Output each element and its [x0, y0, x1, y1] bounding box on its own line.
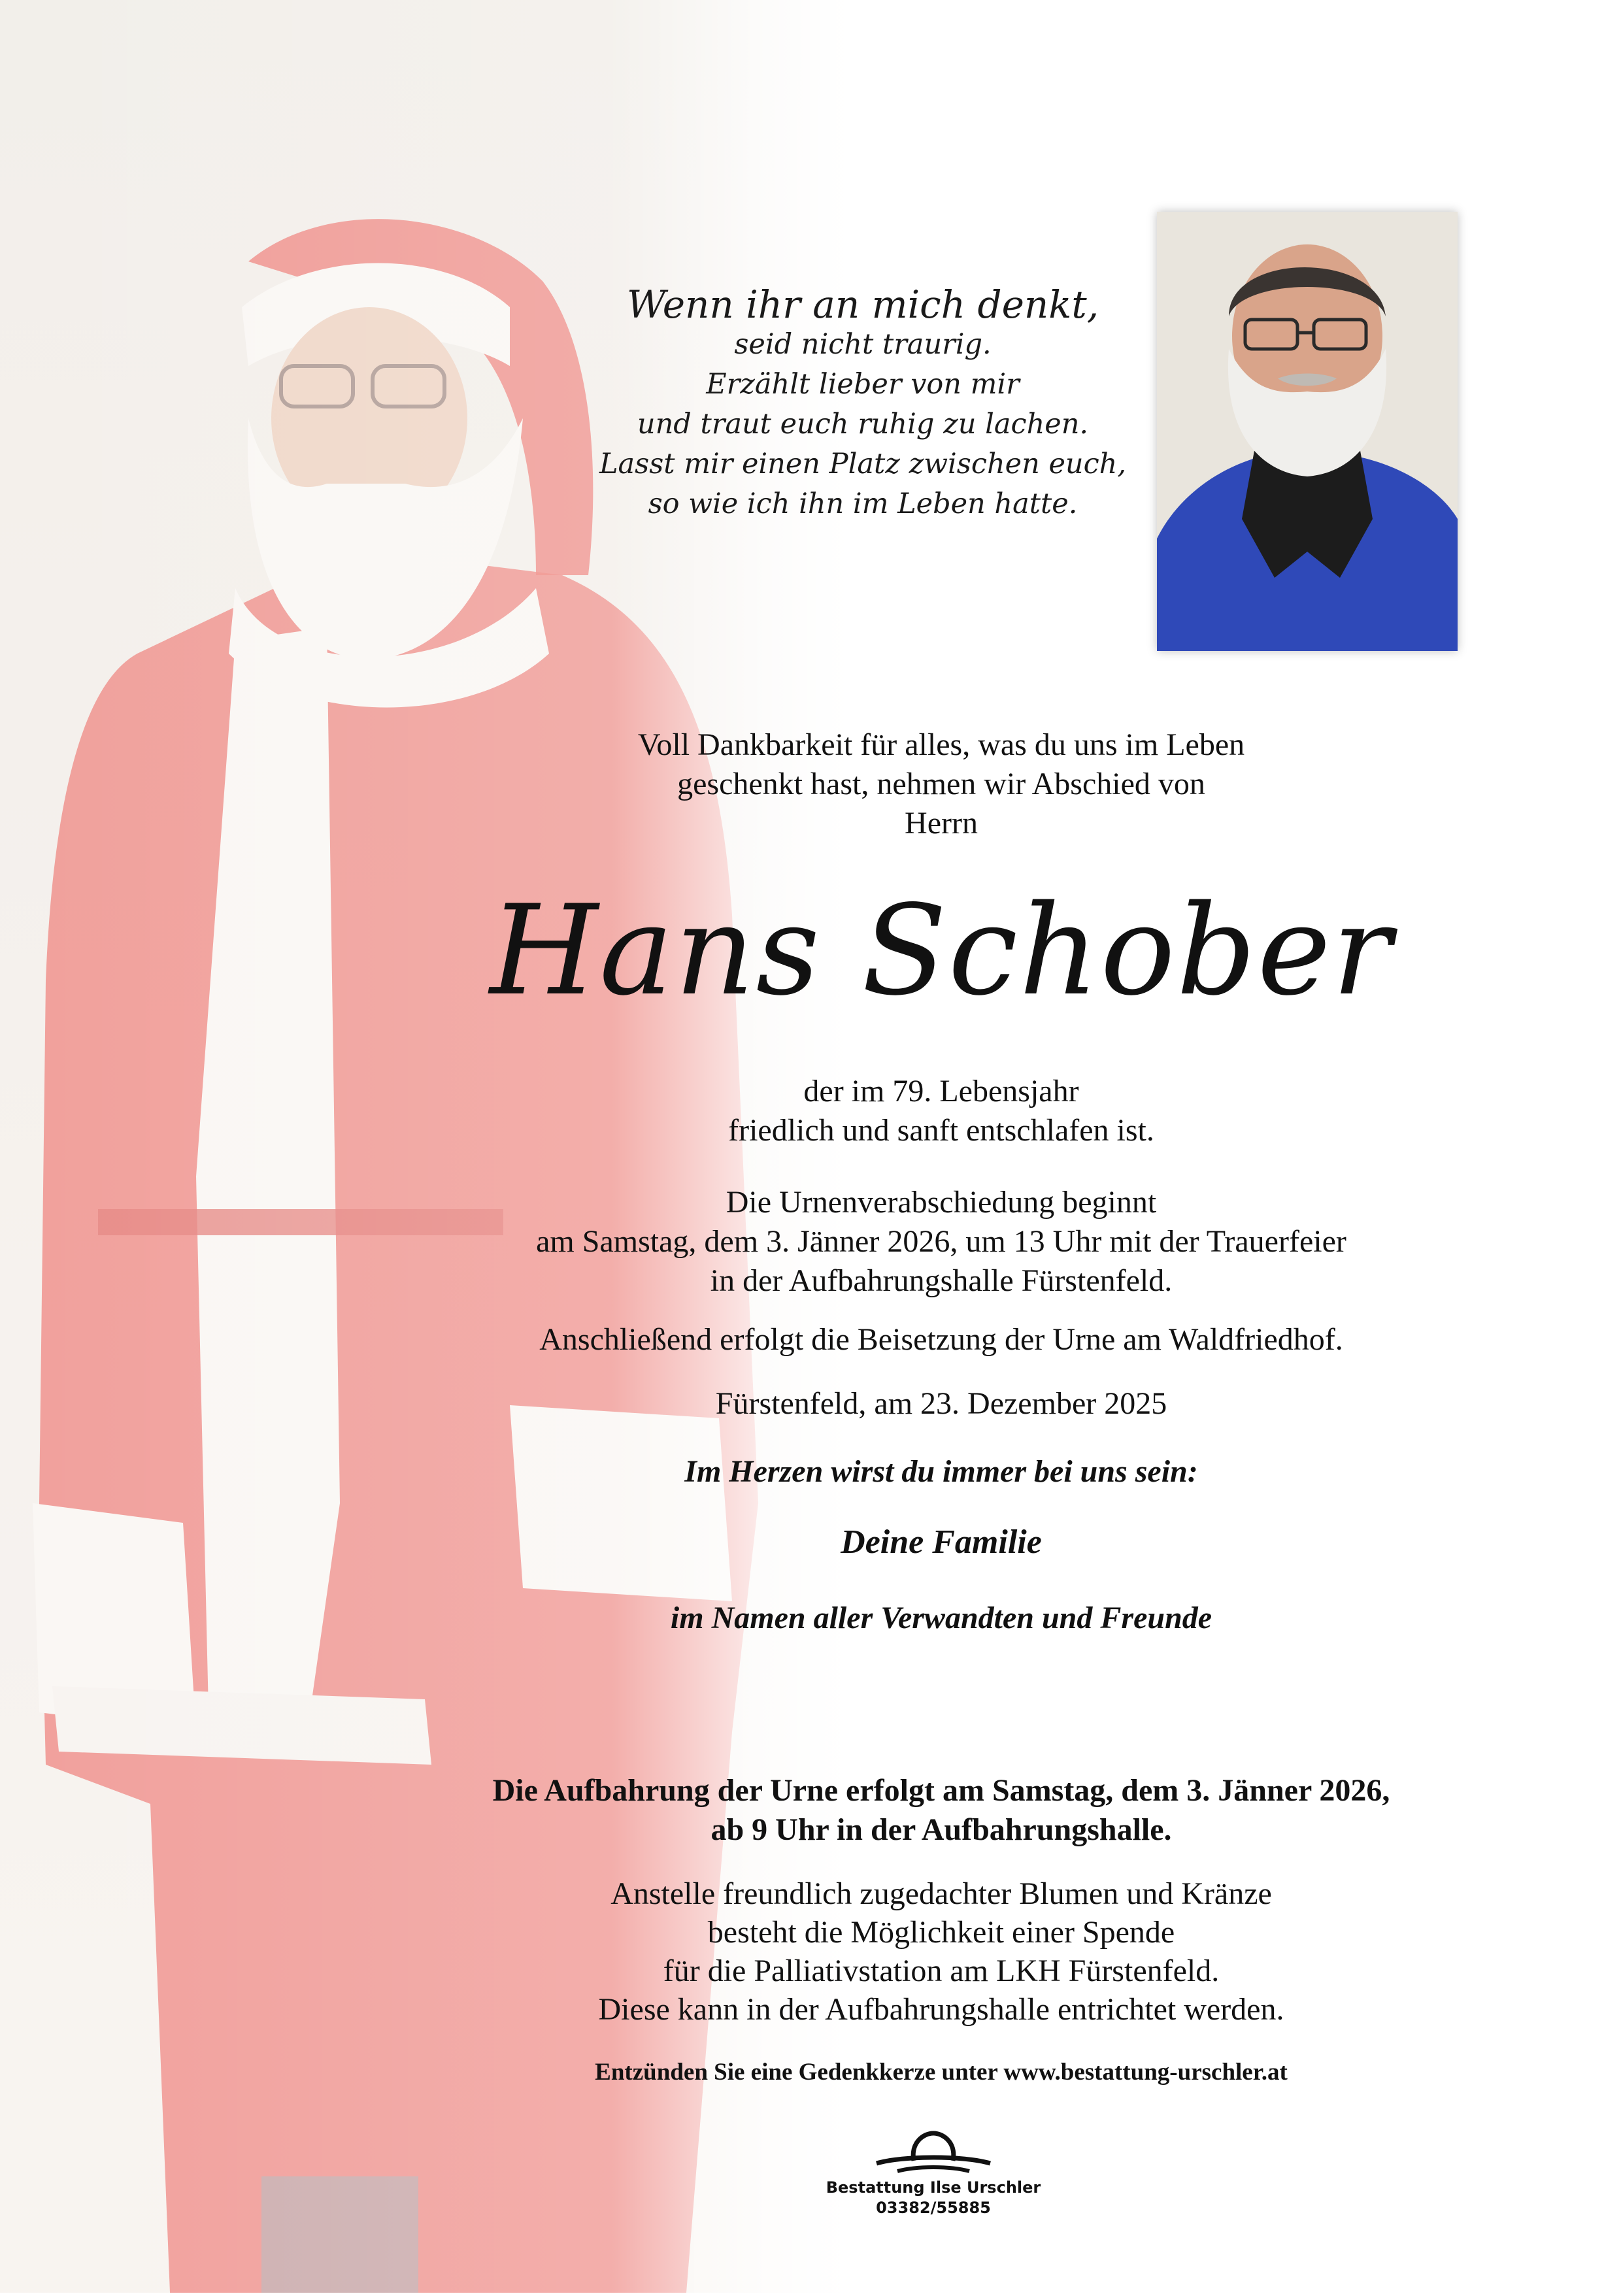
relatives-line: im Namen aller Verwandten und Freunde — [670, 1601, 1212, 1635]
donation-line: Anstelle freundlich zugedachter Blumen und Kränze — [610, 1876, 1272, 1911]
place-and-date: Fürstenfeld, am 23. Dezember 2025 — [715, 1386, 1167, 1421]
ceremony-line: in der Aufbahrungshalle Fürstenfeld. — [710, 1263, 1173, 1298]
poem-line: so wie ich ihn im Leben hatte. — [648, 488, 1078, 520]
burial-note: Anschließend erfolgt die Beisetzung der Urne am Waldfriedhof. — [539, 1322, 1343, 1357]
intro-line: Herrn — [905, 806, 978, 840]
donation-line: Diese kann in der Aufbahrungshalle entrichtet werden. — [598, 1992, 1284, 2027]
heart-line: Im Herzen wirst du immer bei uns sein: — [684, 1454, 1198, 1489]
age-line: der im 79. Lebensjahr — [803, 1074, 1079, 1108]
donation-line: für die Palliativstation am LKH Fürstenfeld. — [663, 1954, 1220, 1988]
funeral-home-logo — [816, 2129, 1051, 2218]
ceremony-line: am Samstag, dem 3. Jänner 2026, um 13 Uhr mit der Trauerfeier — [536, 1224, 1346, 1259]
sunset-logo-icon — [871, 2129, 995, 2175]
poem-line: Wenn ihr an mich denkt, — [626, 282, 1099, 327]
intro-line: Voll Dankbarkeit für alles, was du uns im Leben — [637, 727, 1245, 762]
poem-line: und traut euch ruhig zu lachen. — [637, 408, 1089, 441]
poem-line: Lasst mir einen Platz zwischen euch, — [599, 448, 1127, 480]
viewing-line: ab 9 Uhr in der Aufbahrungshalle. — [710, 1812, 1172, 1847]
viewing-line: Die Aufbahrung der Urne erfolgt am Samstag, dem 3. Jänner 2026, — [492, 1773, 1390, 1808]
donation-info — [444, 1874, 1438, 2029]
donation-line: besteht die Möglichkeit einer Spende — [707, 1915, 1175, 1950]
poem-line: Erzählt lieber von mir — [706, 368, 1020, 401]
family-signature: Deine Familie — [841, 1523, 1042, 1561]
ceremony-details — [444, 1183, 1438, 1301]
ceremony-line: Die Urnenverabschiedung beginnt — [726, 1185, 1157, 1220]
viewing-info — [444, 1771, 1438, 1850]
funeral-home-name: Bestattung Ilse Urschler — [826, 2178, 1041, 2197]
poem-line: seid nicht traurig. — [734, 328, 992, 361]
deceased-name: Hans Schober — [490, 878, 1393, 1023]
age-line: friedlich und sanft entschlafen ist. — [728, 1113, 1154, 1148]
farewell-intro — [444, 725, 1438, 843]
age-statement — [444, 1072, 1438, 1150]
funeral-home-phone: 03382/55885 — [876, 2199, 991, 2217]
memorial-poem — [497, 282, 1229, 524]
memorial-candle-link[interactable]: Entzünden Sie eine Gedenkkerze unter www.bestattung-urschler.at — [595, 2059, 1288, 2086]
intro-line: geschenkt hast, nehmen wir Abschied von — [677, 767, 1205, 801]
